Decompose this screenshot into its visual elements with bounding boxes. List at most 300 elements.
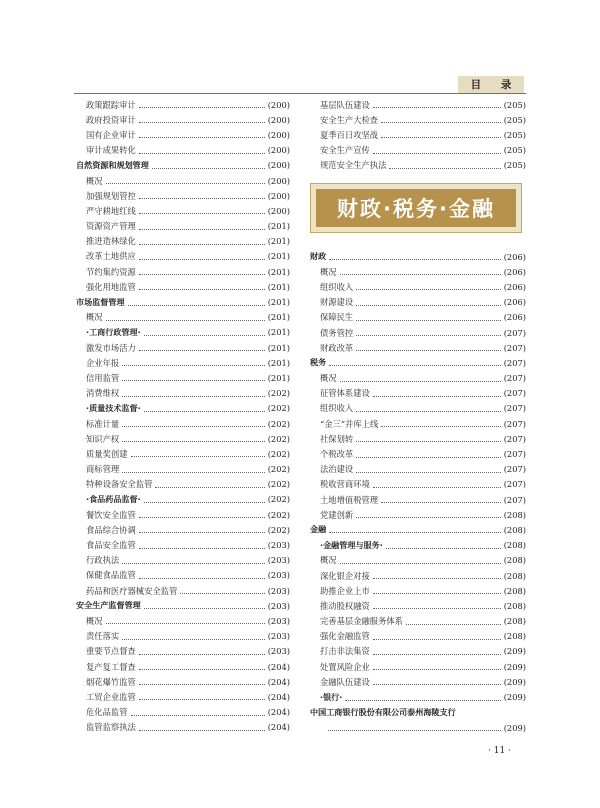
toc-entry-title: 安全生产大检查 xyxy=(320,114,379,125)
toc-entry[interactable] xyxy=(310,340,526,355)
leader-dots xyxy=(340,381,501,382)
leader-dots xyxy=(139,259,265,260)
toc-entry[interactable] xyxy=(76,112,290,127)
toc-entry[interactable] xyxy=(310,295,526,310)
toc-entry-page: (209) xyxy=(503,692,526,703)
toc-entry-page: (207) xyxy=(503,433,526,444)
toc-entry-title: 严守耕地红线 xyxy=(86,205,136,216)
toc-entry-page: (208) xyxy=(503,540,526,551)
toc-entry[interactable] xyxy=(310,446,526,461)
toc-entry-title: 概况 xyxy=(320,266,337,277)
toc-entry-page: (207) xyxy=(503,327,526,338)
toc-entry[interactable] xyxy=(76,462,290,477)
section-banner xyxy=(310,183,522,233)
toc-entry-page: (207) xyxy=(503,494,526,505)
toc-entry-page: (205) xyxy=(503,114,526,125)
toc-entry[interactable] xyxy=(76,370,290,385)
leader-dots xyxy=(381,502,501,503)
leader-dots xyxy=(328,730,501,731)
leader-dots xyxy=(144,502,265,503)
leader-dots xyxy=(131,715,265,716)
toc-entry-title: 规范安全生产执法 xyxy=(320,160,387,171)
toc-entry-title: 消费维权 xyxy=(86,388,120,399)
header-rule xyxy=(74,93,526,94)
toc-entry-title: 信用监管 xyxy=(86,372,120,383)
toc-entry[interactable] xyxy=(310,97,526,112)
toc-entry-title: 组织收入 xyxy=(320,403,354,414)
toc-entry-page: (207) xyxy=(503,342,526,353)
toc-entry-page: (201) xyxy=(267,281,290,292)
toc-entry-page: (201) xyxy=(267,357,290,368)
toc-right-column-bottom xyxy=(310,249,526,705)
toc-entry-page: (204) xyxy=(267,722,290,733)
page-number: · 11 · xyxy=(488,746,511,756)
section-header-title: 目 录 xyxy=(470,79,520,91)
section-banner-inner xyxy=(316,189,516,227)
toc-entry-title: 特种设备安全监管 xyxy=(86,479,153,490)
toc-entry[interactable] xyxy=(76,613,290,628)
leader-dots xyxy=(139,548,265,549)
toc-entry[interactable] xyxy=(310,416,526,431)
toc-entry[interactable] xyxy=(310,386,526,401)
toc-entry[interactable] xyxy=(310,522,526,537)
leader-dots xyxy=(144,608,265,609)
leader-dots xyxy=(389,168,500,169)
toc-entry[interactable] xyxy=(310,583,526,598)
toc-entry-page: (208) xyxy=(503,570,526,581)
leader-dots xyxy=(122,380,264,381)
leader-dots xyxy=(340,274,501,275)
toc-entry[interactable] xyxy=(76,416,290,431)
toc-entry-page: (208) xyxy=(503,631,526,642)
toc-entry-page: (203) xyxy=(267,600,290,611)
toc-entry-page: (200) xyxy=(267,99,290,110)
toc-entry[interactable] xyxy=(76,553,290,568)
leader-dots xyxy=(139,198,265,199)
leader-dots xyxy=(144,335,265,336)
toc-entry[interactable] xyxy=(76,143,290,158)
toc-entry-title: 概况 xyxy=(86,312,103,323)
leader-dots xyxy=(356,411,500,412)
toc-entry-title: 知识产权 xyxy=(86,433,120,444)
toc-entry-page: (205) xyxy=(503,129,526,140)
leader-dots xyxy=(106,623,265,624)
toc-entry[interactable] xyxy=(76,492,290,507)
toc-entry-title: 夏季百日攻坚战 xyxy=(320,129,379,140)
toc-entry-page: (200) xyxy=(267,160,290,171)
toc-entry[interactable] xyxy=(76,203,290,218)
toc-entry-page: (204) xyxy=(267,691,290,702)
toc-entry[interactable] xyxy=(310,477,526,492)
toc-entry-page: (208) xyxy=(503,555,526,566)
leader-dots xyxy=(139,137,265,138)
toc-entry-title: 监管监察执法 xyxy=(86,722,136,733)
toc-entry[interactable] xyxy=(310,431,526,446)
toc-entry-title: 税务 xyxy=(310,357,327,368)
toc-entry-page: (209) xyxy=(503,661,526,672)
toc-entry[interactable] xyxy=(310,689,526,704)
toc-entry[interactable] xyxy=(310,279,526,294)
toc-entry[interactable] xyxy=(76,97,290,112)
toc-entry-page: (207) xyxy=(503,464,526,475)
leader-dots xyxy=(139,532,265,533)
toc-entry-title: 政策跟踪审计 xyxy=(86,99,136,110)
toc-entry[interactable] xyxy=(76,325,290,340)
toc-entry[interactable] xyxy=(76,446,290,461)
toc-entry-page: (209) xyxy=(503,646,526,657)
toc-entry[interactable] xyxy=(310,644,526,659)
leader-dots xyxy=(122,639,264,640)
toc-entry-page: (205) xyxy=(503,99,526,110)
leader-dots xyxy=(139,107,265,108)
toc-entry-title: 深化银企对接 xyxy=(320,570,370,581)
toc-entry-title: 基层队伍建设 xyxy=(320,99,370,110)
toc-entry[interactable] xyxy=(76,310,290,325)
leader-dots xyxy=(373,107,501,108)
toc-entry[interactable] xyxy=(76,355,290,370)
leader-dots xyxy=(139,244,265,245)
toc-entry-title: 概况 xyxy=(320,373,337,384)
toc-entry-page: (202) xyxy=(267,494,290,505)
toc-entry[interactable] xyxy=(76,689,290,704)
toc-entry[interactable] xyxy=(76,188,290,203)
toc-entry-title: 安全生产宣传 xyxy=(320,145,370,156)
leader-dots xyxy=(106,320,265,321)
toc-entry-title: 加强规划管控 xyxy=(86,190,136,201)
toc-entry-title: 重要节点督查 xyxy=(86,646,136,657)
toc-entry[interactable] xyxy=(76,234,290,249)
toc-entry[interactable] xyxy=(310,553,526,568)
toc-entry-title: 个税改革 xyxy=(320,449,354,460)
toc-entry-page: (201) xyxy=(267,251,290,262)
toc-entry-page: (200) xyxy=(267,145,290,156)
toc-entry-page: (202) xyxy=(267,524,290,535)
leader-dots xyxy=(139,578,265,579)
leader-dots xyxy=(356,335,500,336)
toc-entry-title: 复产复工督查 xyxy=(86,661,136,672)
toc-entry[interactable] xyxy=(76,705,290,720)
toc-entry[interactable] xyxy=(310,507,526,522)
toc-entry[interactable] xyxy=(76,477,290,492)
leader-dots xyxy=(122,563,264,564)
leader-dots xyxy=(139,213,265,214)
toc-entry[interactable] xyxy=(76,629,290,644)
toc-entry-page: (207) xyxy=(503,418,526,429)
toc-entry-page: (208) xyxy=(503,509,526,520)
toc-entry-title: 商标管理 xyxy=(86,464,120,475)
toc-entry-page: (202) xyxy=(267,448,290,459)
toc-entry-page: (203) xyxy=(267,555,290,566)
toc-entry-page: (203) xyxy=(267,646,290,657)
leader-dots xyxy=(373,487,501,488)
leader-dots xyxy=(139,153,265,154)
leader-dots xyxy=(122,426,264,427)
toc-entry-title: 债务管控 xyxy=(320,327,354,338)
toc-entry-page: (204) xyxy=(267,707,290,718)
toc-entry-title: 社保划转 xyxy=(320,433,354,444)
toc-entry-title: 概况 xyxy=(86,615,103,626)
toc-entry-title: 处置风险企业 xyxy=(320,661,370,672)
toc-entry[interactable] xyxy=(76,264,290,279)
leader-dots xyxy=(356,441,500,442)
leader-dots xyxy=(373,654,501,655)
leader-dots xyxy=(139,289,265,290)
leader-dots xyxy=(340,563,501,564)
toc-entry[interactable] xyxy=(310,568,526,583)
toc-entry-title: 概况 xyxy=(86,175,103,186)
toc-entry-title: 金融 xyxy=(310,524,327,535)
toc-entry[interactable] xyxy=(310,614,526,629)
toc-entry-page: (201) xyxy=(267,221,290,232)
toc-entry-title: 食品综合协调 xyxy=(86,524,136,535)
toc-entry[interactable] xyxy=(310,355,526,370)
toc-entry-page: (201) xyxy=(267,236,290,247)
toc-entry-page: (203) xyxy=(267,631,290,642)
leader-dots xyxy=(155,487,264,488)
toc-entry-page: (201) xyxy=(267,297,290,308)
toc-entry[interactable] xyxy=(76,583,290,598)
toc-entry-page: (201) xyxy=(267,312,290,323)
toc-entry[interactable] xyxy=(76,340,290,355)
toc-entry[interactable] xyxy=(76,507,290,522)
toc-entry[interactable] xyxy=(76,386,290,401)
toc-entry-title: 金融队伍建设 xyxy=(320,676,370,687)
toc-entry-title: 市场监督管理 xyxy=(76,296,125,307)
toc-entry-title: 推动股权融资 xyxy=(320,600,370,611)
leader-dots xyxy=(131,456,265,457)
leader-dots xyxy=(139,229,265,230)
toc-entry-title: 财政改革 xyxy=(320,342,354,353)
toc-entry-page: (200) xyxy=(267,205,290,216)
toc-entry-title: 保障民生 xyxy=(320,312,354,323)
leader-dots xyxy=(122,472,264,473)
toc-entry-page: (203) xyxy=(267,540,290,551)
toc-entry-title: 助推企业上市 xyxy=(320,585,370,596)
leader-dots xyxy=(106,183,265,184)
toc-entry-page: (202) xyxy=(267,509,290,520)
leader-dots xyxy=(381,137,501,138)
toc-entry[interactable] xyxy=(310,598,526,613)
toc-entry-title: ·食品药品监督· xyxy=(86,493,141,504)
leader-dots xyxy=(139,730,265,731)
toc-entry-page: (203) xyxy=(267,570,290,581)
toc-entry-title: 安全生产监督管理 xyxy=(76,600,141,611)
toc-entry[interactable] xyxy=(76,158,290,173)
toc-entry[interactable] xyxy=(310,143,526,158)
leader-dots xyxy=(139,350,265,351)
toc-long-entry-page-line xyxy=(310,720,526,735)
toc-entry[interactable] xyxy=(76,127,290,142)
leader-dots xyxy=(329,365,500,366)
section-banner-title: 财政·税务·金融 xyxy=(337,197,495,221)
toc-entry[interactable] xyxy=(310,310,526,325)
toc-entry-page: (206) xyxy=(503,312,526,323)
toc-entry-page: (208) xyxy=(503,524,526,535)
toc-entry[interactable] xyxy=(76,249,290,264)
toc-entry[interactable] xyxy=(310,629,526,644)
toc-entry-page: (207) xyxy=(503,357,526,368)
toc-entry[interactable] xyxy=(310,401,526,416)
toc-entry-page: (203) xyxy=(267,615,290,626)
toc-entry-title: 财政 xyxy=(310,251,327,262)
toc-entry[interactable] xyxy=(310,659,526,674)
toc-entry[interactable] xyxy=(76,173,290,188)
toc-entry[interactable] xyxy=(76,598,290,613)
toc-entry[interactable] xyxy=(310,462,526,477)
toc-entry-title: 药品和医疗器械安全监管 xyxy=(86,585,178,596)
toc-entry-page: (202) xyxy=(267,403,290,414)
toc-entry-page: (202) xyxy=(267,479,290,490)
toc-entry-title: 节约集约资源 xyxy=(86,266,136,277)
toc-entry-page: (203) xyxy=(267,585,290,596)
toc-entry-title: 财源建设 xyxy=(320,297,354,308)
toc-entry[interactable] xyxy=(76,401,290,416)
toc-entry-page: (208) xyxy=(503,600,526,611)
toc-entry-title: 食品安全监管 xyxy=(86,540,136,551)
toc-entry[interactable] xyxy=(76,219,290,234)
leader-dots xyxy=(373,669,501,670)
toc-long-entry-page: (209) xyxy=(503,722,526,733)
toc-entry[interactable] xyxy=(76,431,290,446)
leader-dots xyxy=(373,153,501,154)
leader-dots xyxy=(356,472,500,473)
toc-entry-title: 审计成果转化 xyxy=(86,145,136,156)
toc-entry[interactable] xyxy=(310,325,526,340)
toc-entry-title: 行政执法 xyxy=(86,555,120,566)
toc-entry-page: (206) xyxy=(503,251,526,262)
toc-entry[interactable] xyxy=(310,112,526,127)
leader-dots xyxy=(180,593,264,594)
toc-entry-title: 危化品监管 xyxy=(86,707,128,718)
toc-entry-title: 烟花爆竹监管 xyxy=(86,676,136,687)
toc-entry-title: ·工商行政管理· xyxy=(86,326,141,337)
toc-entry-title: ·银行· xyxy=(320,691,343,702)
toc-entry-title: 强化金融监管 xyxy=(320,631,370,642)
toc-entry-title: 资源资产管理 xyxy=(86,221,136,232)
leader-dots xyxy=(329,259,500,260)
leader-dots xyxy=(373,639,501,640)
toc-entry[interactable] xyxy=(310,127,526,142)
toc-entry-page: (207) xyxy=(503,373,526,384)
toc-entry-page: (201) xyxy=(267,266,290,277)
leader-dots xyxy=(373,578,501,579)
toc-entry[interactable] xyxy=(310,264,526,279)
toc-entry-title: 强化用地监管 xyxy=(86,281,136,292)
toc-entry-page: (204) xyxy=(267,676,290,687)
toc-entry-page: (206) xyxy=(503,266,526,277)
toc-entry-title: 企业年报 xyxy=(86,357,120,368)
leader-dots xyxy=(356,350,500,351)
leader-dots xyxy=(373,608,501,609)
leader-dots xyxy=(356,289,500,290)
toc-entry-page: (207) xyxy=(503,388,526,399)
toc-entry-page: (202) xyxy=(267,418,290,429)
leader-dots xyxy=(152,168,265,169)
leader-dots xyxy=(139,274,265,275)
toc-entry-title: 推进造林绿化 xyxy=(86,236,136,247)
toc-entry-page: (200) xyxy=(267,129,290,140)
leader-dots xyxy=(356,517,500,518)
toc-entry-title: 政府投资审计 xyxy=(86,114,136,125)
leader-dots xyxy=(122,365,264,366)
toc-entry[interactable] xyxy=(310,674,526,689)
toc-entry-title: 概况 xyxy=(320,555,337,566)
toc-entry-page: (200) xyxy=(267,190,290,201)
toc-entry[interactable] xyxy=(76,720,290,735)
leader-dots xyxy=(356,320,500,321)
toc-entry[interactable] xyxy=(76,568,290,583)
toc-entry-page: (202) xyxy=(267,388,290,399)
toc-right-column-top xyxy=(310,97,526,173)
toc-entry-title: ·金融管理与服务· xyxy=(320,539,383,550)
leader-dots xyxy=(139,122,265,123)
toc-entry-title: 完善基层金融服务体系 xyxy=(320,616,403,627)
leader-dots xyxy=(139,654,265,655)
toc-entry-page: (204) xyxy=(267,661,290,672)
toc-entry[interactable] xyxy=(76,674,290,689)
leader-dots xyxy=(386,548,501,549)
leader-dots xyxy=(381,122,501,123)
toc-entry[interactable] xyxy=(76,659,290,674)
leader-dots xyxy=(329,532,500,533)
toc-entry-title: 国有企业审计 xyxy=(86,129,136,140)
leader-dots xyxy=(356,305,500,306)
toc-entry-title: 责任落实 xyxy=(86,631,120,642)
toc-entry-page: (200) xyxy=(267,114,290,125)
toc-entry-page: (206) xyxy=(503,281,526,292)
toc-entry-title: 保健食品监管 xyxy=(86,570,136,581)
toc-entry-title: 土地增值税管理 xyxy=(320,494,379,505)
toc-entry-title: “金三”并库上线 xyxy=(320,418,379,429)
toc-entry[interactable] xyxy=(76,522,290,537)
toc-entry-title: 改革土地供应 xyxy=(86,251,136,262)
toc-entry[interactable] xyxy=(310,371,526,386)
toc-entry-page: (202) xyxy=(267,464,290,475)
toc-entry[interactable] xyxy=(76,294,290,309)
toc-entry-title: 标准计量 xyxy=(86,418,120,429)
leader-dots xyxy=(406,624,501,625)
toc-entry[interactable] xyxy=(76,644,290,659)
leader-dots xyxy=(139,684,265,685)
toc-entry[interactable] xyxy=(310,538,526,553)
toc-entry[interactable] xyxy=(310,158,526,173)
leader-dots xyxy=(345,700,500,701)
toc-entry[interactable] xyxy=(310,249,526,264)
toc-entry-title: 组织收入 xyxy=(320,281,354,292)
toc-entry-page: (209) xyxy=(503,676,526,687)
toc-entry-title: 自然资源和规划管理 xyxy=(76,159,149,170)
toc-long-entry-title: 中国工商银行股份有限公司泰州海陵支行 xyxy=(310,707,456,718)
toc-entry-title: ·质量技术监督· xyxy=(86,402,141,413)
toc-entry-page: (201) xyxy=(267,372,290,383)
leader-dots xyxy=(373,593,501,594)
leader-dots xyxy=(144,411,265,412)
toc-entry-title: 税收营商环境 xyxy=(320,479,370,490)
toc-entry-title: 打击非法集资 xyxy=(320,646,370,657)
toc-entry[interactable] xyxy=(310,492,526,507)
toc-entry-title: 征管体系建设 xyxy=(320,388,370,399)
section-header-tab xyxy=(458,76,524,93)
toc-entry-title: 党建创新 xyxy=(320,509,354,520)
toc-left-column xyxy=(76,97,290,735)
toc-entry[interactable] xyxy=(76,537,290,552)
toc-entry-page: (207) xyxy=(503,479,526,490)
toc-entry-title: 工贸企业监管 xyxy=(86,691,136,702)
toc-entry-title: 法治建设 xyxy=(320,464,354,475)
toc-entry-page: (205) xyxy=(503,160,526,171)
toc-entry[interactable] xyxy=(76,279,290,294)
toc-long-entry[interactable] xyxy=(310,705,526,735)
